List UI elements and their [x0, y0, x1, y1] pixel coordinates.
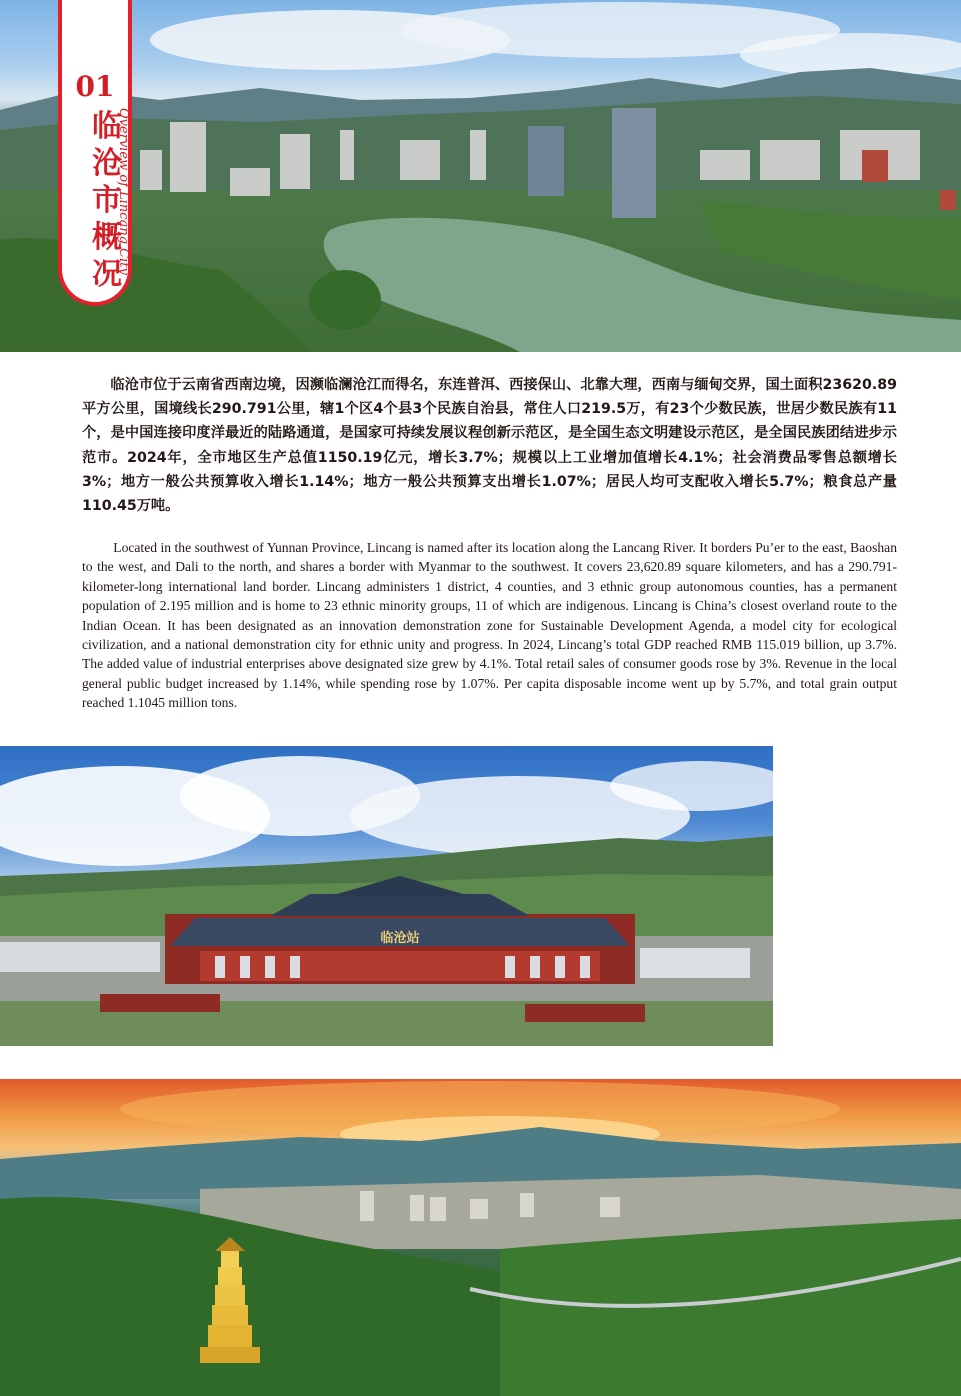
railway-station-illustration — [0, 746, 773, 1046]
chapter-number: 01 — [75, 70, 115, 103]
station-sign: 临沧站 — [380, 931, 420, 946]
station-photo — [0, 746, 773, 1046]
intro-paragraph-cn: 临沧市位于云南省西南边境，因濒临澜沧江而得名，东连普洱、西接保山、北靠大理，西南与缅甸交界，国土面积23620.89平方公里，国境线长290.791公里，辖1个区4个县3个民族自治县，常住人口219.5万，有23个少数民族，世居少数民族有11个，是中国连接印度洋最近的陆路通道，是国家可持续发展议程创新示范区，是全国生态文明建设示范区，是全国民族团结进步示范市。2024年，全市地区生产总值1150.19亿元，增长3.7%；规模以上工业增加值增长4.1%；社会消费品零售总额增长3%；地方一般公共预算收入增长1.14%；地方一般公共预算支出增长1.07%；居民人均可支配收入增长5.7%；粮食总产量110.45万吨。 — [82, 377, 897, 515]
valley-pagoda-illustration — [0, 1079, 961, 1396]
city-panorama-illustration — [0, 0, 961, 352]
chapter-title-cn: 临沧市概况 — [92, 109, 122, 292]
chapter-tab — [62, 0, 131, 302]
intro-paragraph-en: Located in the southwest of Yunnan Province, Lincang is named after its location along the Lancang River. It borders Pu’er to the east, Baoshan to the west, and Dali to the north, and shares a border with Myanmar to the southwest. It covers 23,620.89 square kilometers, and has a 290.791-kilometer-long international land border. Lincang administers 1 district, 4 counties, and 3 ethnic group autonomous counties, has a permanent population of 2.195 million and is home to 23 ethnic minority groups, 11 of which are indigenous. Lincang is China’s closest overland route to the Indian Ocean. It has been designated as an innovation demonstration zone for Sustainable Development Agenda, a model city for ecological civilization, and a national demonstration city for ethnic unity and progress. In 2024, Lincang’s total GDP reached RMB 115.019 billion, up 3.7%. The added value of industrial enterprises above designated size grew by 4.1%. Total retail sales of consumer goods rose by 3%. Revenue in the local general public budget increased by 1.14%, while spending rose by 1.07%. Per capita disposable income went up by 5.7%, and total grain output reached 1.1045 million tons. — [82, 540, 897, 711]
sunset-panorama-photo — [0, 1079, 961, 1396]
hero-city-photo — [0, 0, 961, 352]
chapter-title-en: Overview of Lincang City — [116, 108, 131, 275]
